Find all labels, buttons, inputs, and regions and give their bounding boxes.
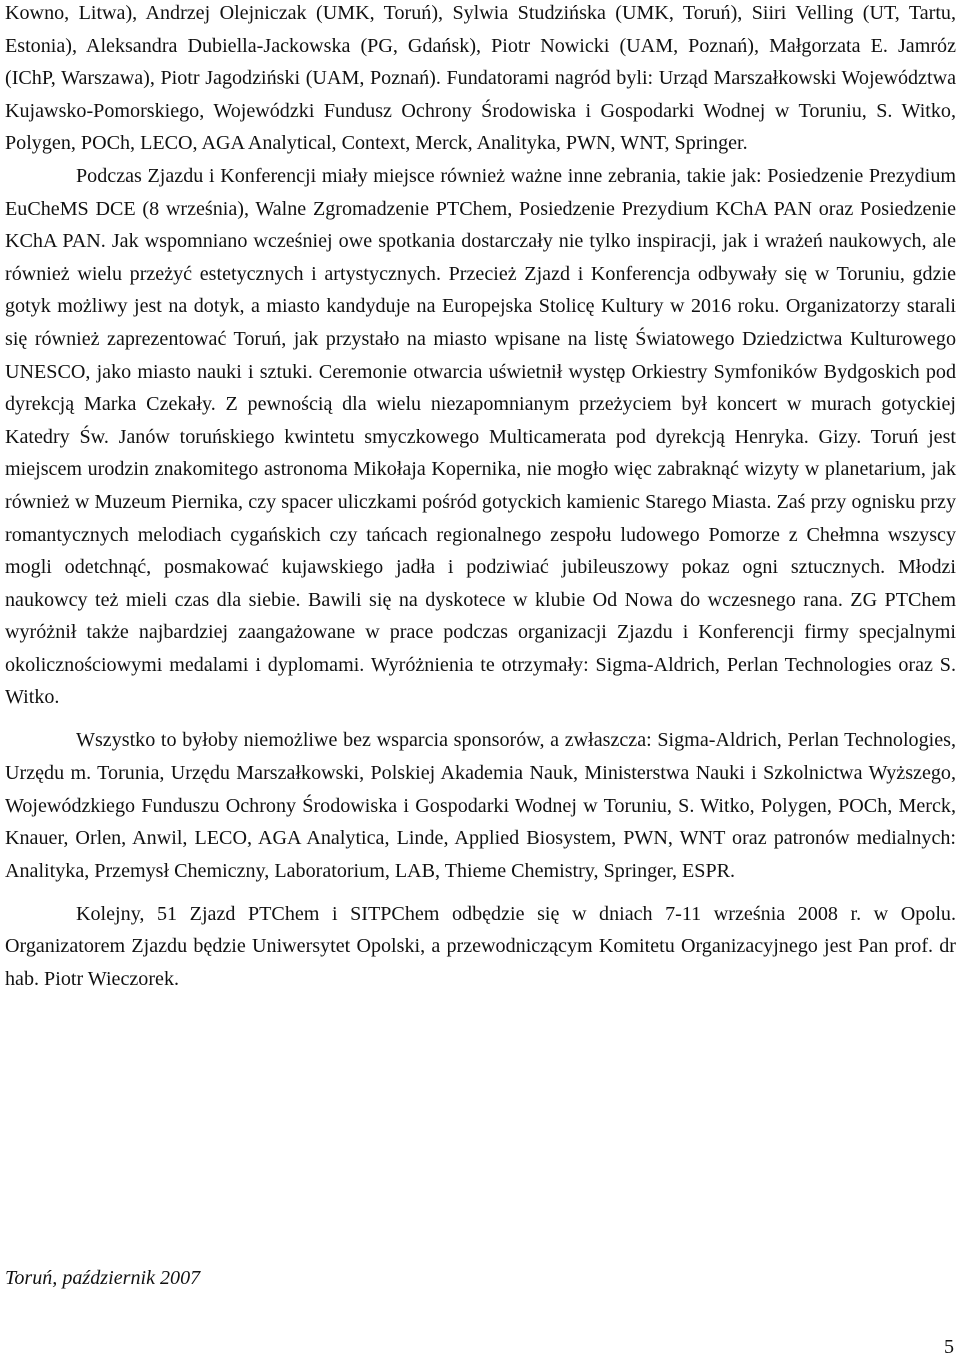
place-and-date: Toruń, październik 2007 <box>5 1267 201 1289</box>
page-number: 5 <box>943 1336 954 1358</box>
paragraph-awards-continuation: Kowno, Litwa), Andrzej Olejniczak (UMK, Toruń), Sylwia Studzińska (UMK, Toruń), Siiri Velling (UT, Tartu, Estonia), Aleksandra Dubiella-Jackowska (PG, Gdańsk), Piotr Nowicki (UAM, Poznań), Małgorzata E. Jamróz (IChP, Warszawa), Piotr Jagodziński (UAM, Poznań). Fundatorami nagród byli: Urząd Marszałkowski Województwa Kujawsko-Pomorskiego, Wojewódzki Fundusz Ochrony Środowiska i Gospodarki Wodnej w Toruniu, S. Witko, Polygen, POCh, LECO, AGA Analytical, Context, Merck, Analityka, PWN, WNT, Springer. <box>5 2 956 155</box>
paragraph-sponsors: Wszystko to byłoby niemożliwe bez wsparcia sponsorów, a zwłaszcza: Sigma-Aldrich, Perlan Technologies, Urzędu m. Torunia, Urzędu Marszałkowski, Polskiej Akademia Nauk, Ministerstwa Nauki i Szkolnictwa Wyższego, Wojewódzkiego Funduszu Ochrony Środowiska i Gospodarki Wodnej w Toruniu, S. Witko, Polygen, POCh, Merck, Knauer, Orlen, Anwil, LECO, AGA Analytica, Linde, Applied Biosystem, PWN, WNT oraz patronów medialnych: Analityka, Przemysł Chemiczny, Laboratorium, LAB, Thieme Chemistry, Springer, ESPR. <box>5 729 956 882</box>
paragraph-meetings-and-culture: Podczas Zjazdu i Konferencji miały miejsce również ważne inne zebrania, takie jak: Posiedzenie Prezydium EuCheMS DCE (8 września), Walne Zgromadzenie PTChem, Posiedzenie Prezydium KChA PAN oraz Posiedzenie KChA PAN. Jak wspomniano wcześniej owe spotkania dostarczały nie tylko inspiracji, jak i wrażeń naukowych, ale również wielu przeżyć estetycznych i artystycznych. Przecież Zjazd i Konferencja odbywały się w Toruniu, gdzie gotyk możliwy jest na dotyk, a miasto kandyduje na Europejska Stolicę Kultury w 2016 roku. Organizatorzy starali się również zaprezentować Toruń, jak przystało na miasto wpisane na listę Światowego Dziedzictwa Kulturowego UNESCO, jako miasto nauki i sztuki. Ceremonie otwarcia uświetnił występ Orkiestry Symfoników Bydgoskich pod dyrekcją Marka Czekały. Z pewnością dla wielu niezapomnianym przeżyciem był koncert w murach gotyckiej Katedry Św. Janów toruńskiego kwintetu smyczkowego Multicamerata pod dyrekcją Henryka. Gizy. Toruń jest miejscem urodzin znakomitego astronoma Mikołaja Kopernika, nie mogło więc zabraknąć wizyty w planetarium, jak również w Muzeum Piernika, czy spacer uliczkami pośród gotyckich kamienic Starego Miasta. Zaś przy ognisku przy romantycznych melodiach cygańskich czy tańcach regionalnego zespołu ludowego Pomorze z Chełmna wszyscy mogli odetchnąć, posmakować kujawskiego jadła i podziwiać jubileuszowy pokaz ogni sztucznych. Młodzi naukowcy też mieli czas dla siebie. Bawili się na dyskotece w klubie Od Nowa do wczesnego rana. ZG PTChem wyróżnił także najbardziej zaangażowane w prace podczas organizacji Zjazdu i Konferencji firmy specjalnymi okolicznościowymi medalami i dyplomami. Wyróżnienia te otrzymały: Sigma-Aldrich, Perlan Technologies oraz S. Witko. <box>5 164 956 709</box>
paragraph-next-congress: Kolejny, 51 Zjazd PTChem i SITPChem odbędzie się w dniach 7-11 września 2008 r. w Opolu. Organizatorem Zjazdu będzie Uniwersytet Opolski, a przewodniczącym Komitetu Organizacyjnego jest Pan prof. dr hab. Piotr Wieczorek. <box>5 902 956 990</box>
document-body <box>5 0 956 995</box>
